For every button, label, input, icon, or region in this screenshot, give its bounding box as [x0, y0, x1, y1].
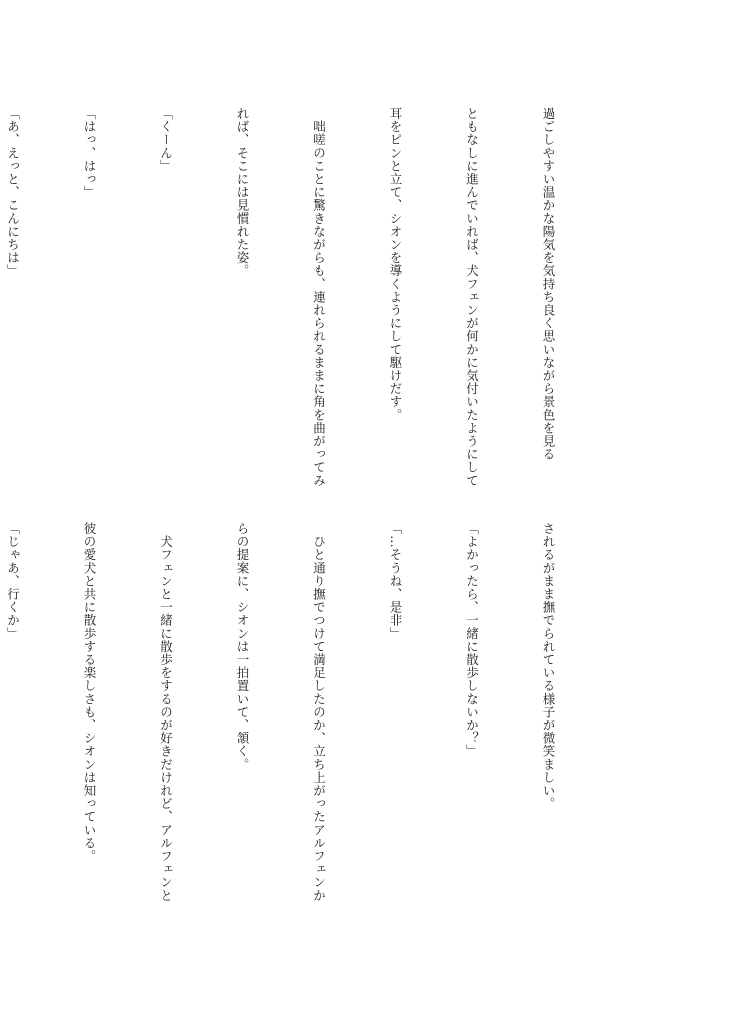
text-line: 「あ、えっと、こんにちは」	[5, 107, 21, 278]
text-line: 彼の愛犬と共に散歩する楽しさも、シオンは知っている。	[82, 522, 97, 863]
text-line: されるがまま撫でられている様子が微笑ましい。	[541, 522, 556, 811]
text-line: ともなしに進んでいれば、犬フェンが何かに気付いたようにして	[464, 107, 480, 487]
text-line: 咄嗟のことに驚きながらも、連れられるままに角を曲がってみ	[311, 107, 327, 487]
text-line: 「…そうね、是非」	[388, 522, 403, 640]
text-line: 「じゃあ、行くか」	[5, 522, 21, 640]
text-line: れば、そこには見慣れた姿。	[235, 107, 250, 278]
text-line: ひと通り撫でつけて満足したのか、立ち上がったアルフェンか	[311, 522, 327, 902]
story-text-bottom	[0, 522, 612, 917]
text-line: 「くーん」	[158, 107, 174, 173]
text-line: 過ごしやすい温かな陽気を気持ち良く思いながら景色を見る	[541, 107, 556, 461]
text-line: らの提案に、シオンは一拍置いて、頷く。	[235, 522, 250, 771]
text-line: 「よかったら、一緒に散歩しないか？」	[464, 522, 480, 758]
text-line: 犬フェンと一緒に散歩をするのが好きだけれど、アルフェンと	[158, 522, 174, 902]
story-text-top	[0, 107, 612, 492]
text-line: 耳をピンと立て、シオンを導くようにして駆けだす。	[388, 107, 403, 422]
text-line: 「はっ、はっ」	[82, 107, 97, 199]
